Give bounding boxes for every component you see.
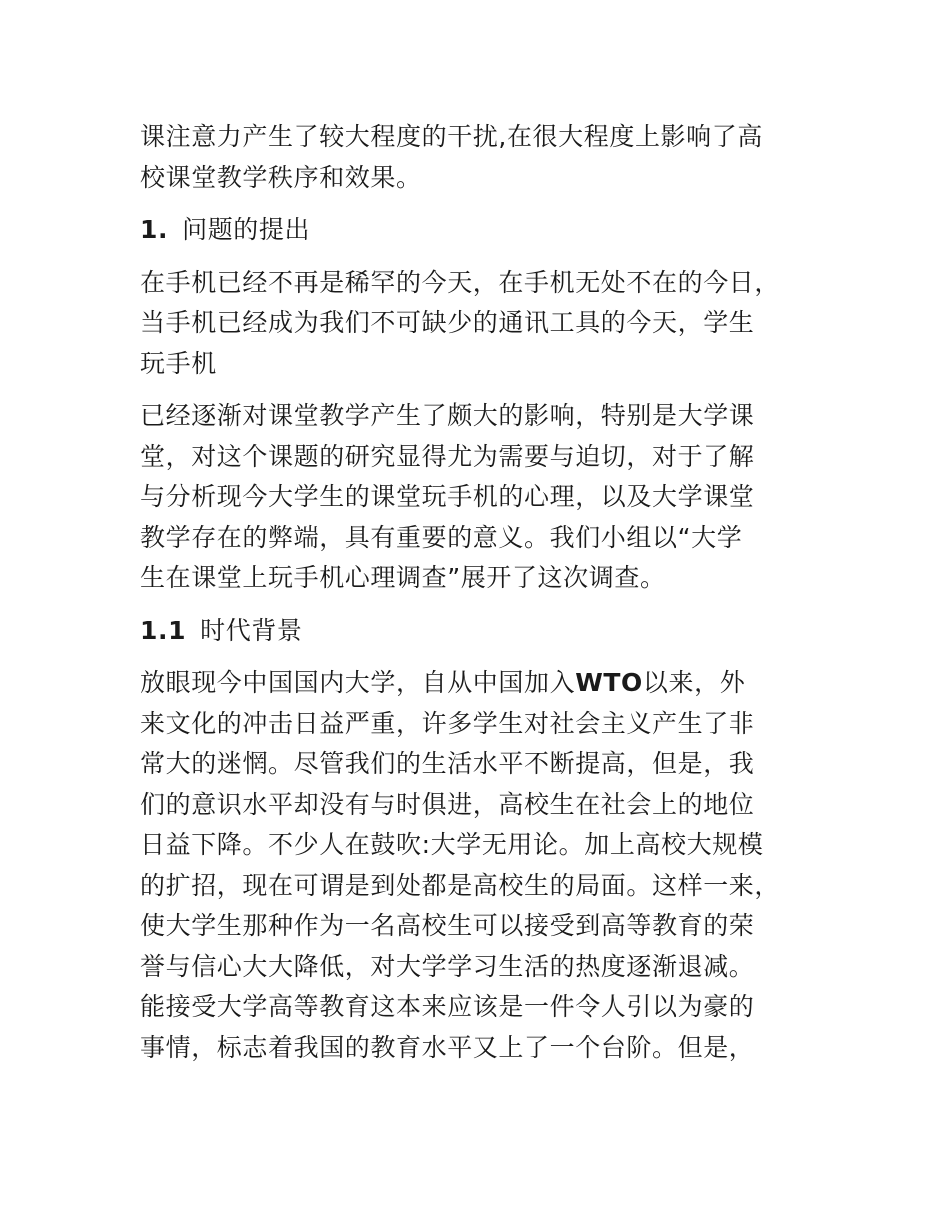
section-number: 1.1 (140, 615, 187, 645)
section-heading-1 (140, 210, 820, 251)
section-title: 时代背景 (200, 615, 303, 645)
section-number: 1. (140, 215, 169, 244)
paragraph-text-rest: 以来，外 来文化的冲击日益严重，许多学生对社会主义产生了非 常大的迷惘。尽管我们的生活水平不断提高，但是，我 们的意识水平却没有与时俱进，高校生在社会上的地位 日益下降。不少人在鼓吹:大学无用论。加上高校大规模 的扩招，现在可谓是到处都是高校生的局面。这样一来， 使大学生那种作为一名高校生可以接受到高等教育的荣 誉与信心大大降低，对大学学习生活的热度逐渐退减。 能接受大学高等教育这本来应该是一件令人引以为豪的 事情，标志着我国的教育水平又上了一个台阶。但是， (140, 668, 781, 1062)
section-1-paragraph-b: 已经逐渐对课堂教学产生了颇大的影响，特别是大学课 堂，对这个课题的研究显得尤为需要与迫切，对于了解 与分析现今大学生的课堂玩手机的心理，以及大学课堂 教学存在的弊端，具有重要的意义。我们小组以“大学 生在课堂上玩手机心理调查”展开了这次调查。 (140, 401, 755, 592)
intro-paragraph: 课注意力产生了较大程度的干扰,在很大程度上影响了高 校课堂教学秩序和效果。 (140, 122, 763, 192)
section-1-paragraph-a: 在手机已经不再是稀罕的今天，在手机无处不在的今日， 当手机已经成为我们不可缺少的通讯工具的今天，学生 玩手机 (140, 267, 781, 378)
paragraph-text-start: 放眼现今中国国内大学，自从中国加入 (140, 668, 576, 697)
document-page (140, 117, 820, 1080)
section-1-1-paragraph (140, 663, 820, 1068)
wto-term: WTO (575, 668, 643, 697)
section-heading-1-1 (140, 611, 820, 652)
section-title: 问题的提出 (182, 215, 311, 244)
